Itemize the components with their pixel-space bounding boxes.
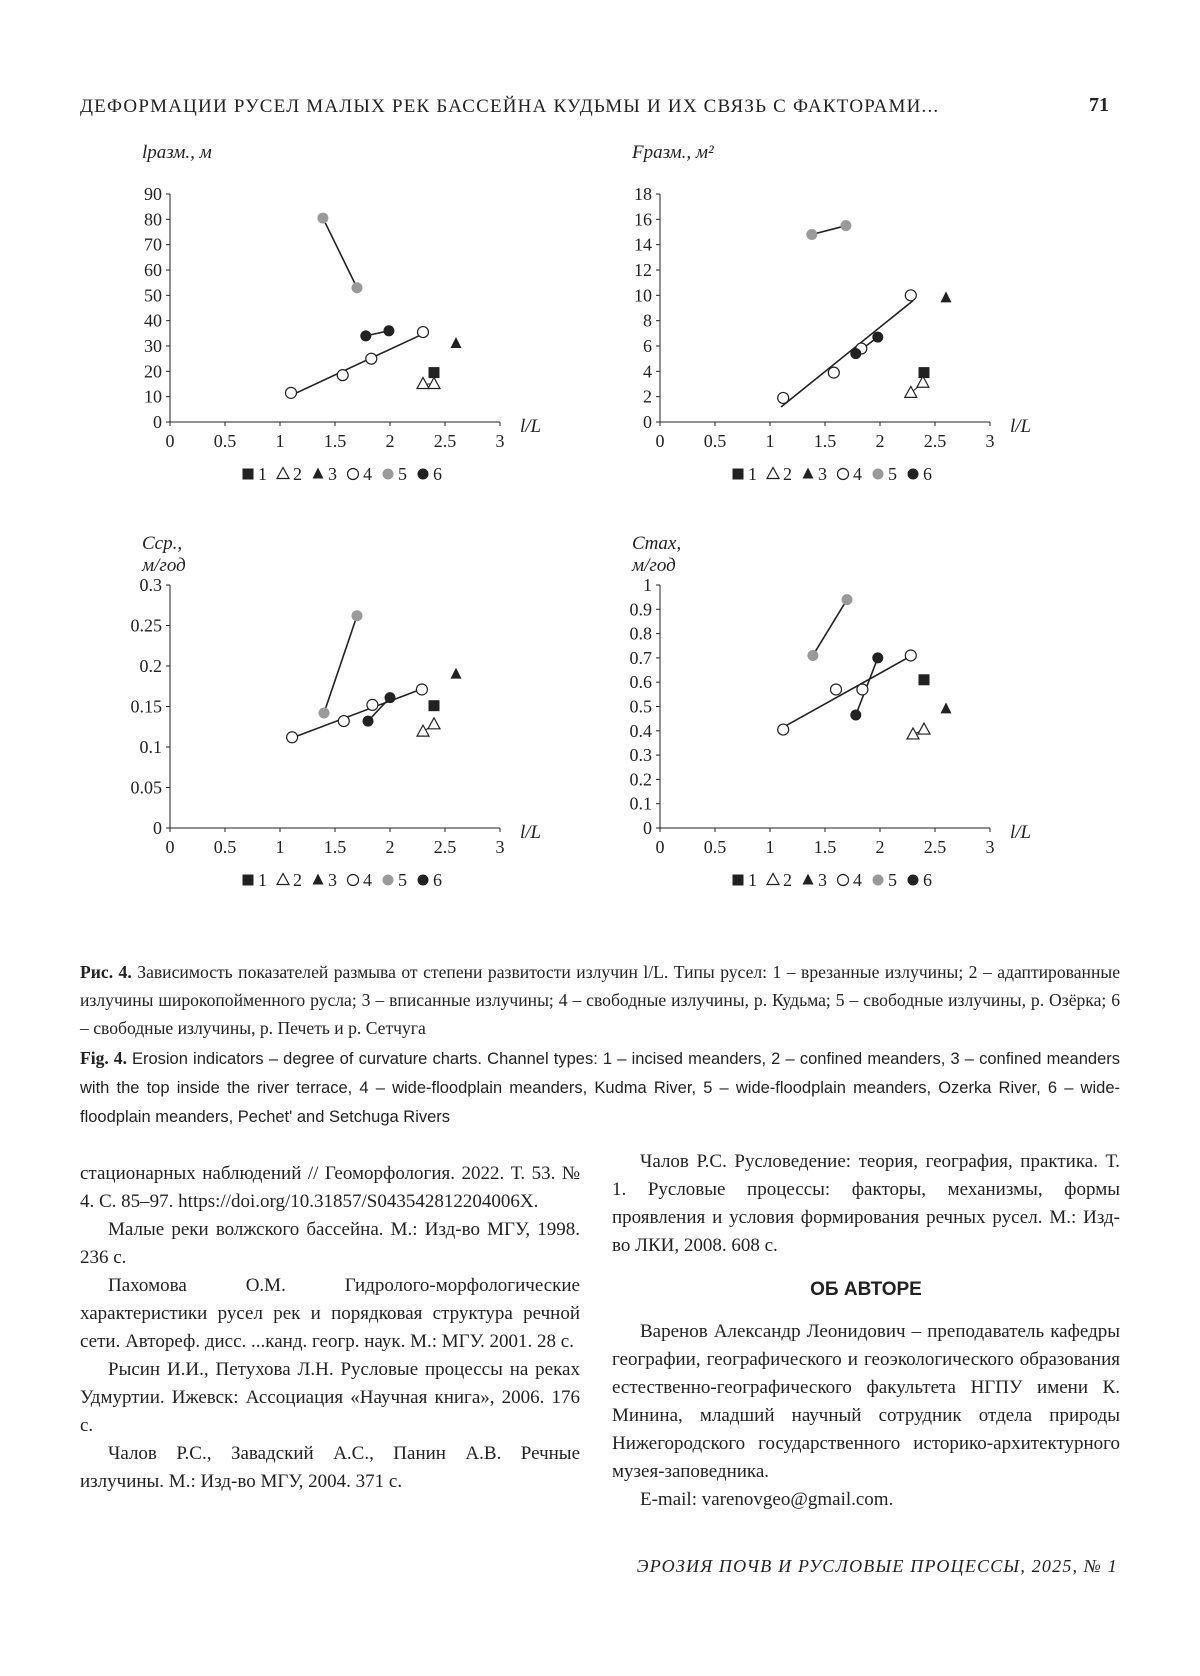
left-column (80, 1160, 580, 1496)
page-number: 71 (1089, 94, 1109, 116)
legend-label: 2 (293, 464, 302, 484)
x-tick-label: 1 (275, 837, 285, 857)
trend-line-series-5 (324, 616, 357, 713)
legend-marker-1 (733, 875, 744, 886)
legend-label: 6 (433, 464, 442, 484)
data-point-series-4 (857, 684, 868, 695)
legend-label: 6 (923, 464, 932, 484)
y-tick-label: 14 (634, 234, 652, 255)
legend-label: 2 (293, 870, 302, 890)
x-tick-label: 0 (655, 837, 665, 857)
y-tick-label: 0.1 (139, 737, 162, 757)
legend-marker-2 (277, 874, 289, 885)
legend-marker-5 (383, 469, 394, 480)
y-tick-label: 0.4 (629, 720, 652, 741)
y-tick-label: 6 (643, 336, 652, 356)
y-axis-title (632, 533, 681, 554)
y-tick-label: 70 (144, 234, 162, 255)
data-point-series-6 (872, 652, 883, 663)
y-tick-label: 0.2 (139, 656, 162, 676)
legend-marker-4 (348, 469, 359, 480)
legend-label: 3 (328, 870, 337, 890)
data-point-series-4 (337, 370, 348, 381)
legend-marker-4 (838, 469, 849, 480)
reference-text: Чалов Р.С. Русловедение: теория, география, практика. Т. 1. Русловые процессы: факторы, механизмы, формы проявления и условия формирования речных русел. М.: Изд-во ЛКИ, 2008. 608 с. (612, 1151, 1120, 1256)
legend-label: 1 (258, 870, 267, 890)
data-point-series-5 (842, 594, 853, 605)
y-tick-label: 0.8 (629, 623, 652, 644)
y-tick-label: 0.15 (130, 696, 162, 717)
y-tick-label: 80 (144, 209, 162, 230)
caption-en-label: Fig. 4. (80, 1048, 127, 1068)
legend-marker-2 (277, 468, 289, 479)
y-tick-label: 0.5 (629, 696, 652, 717)
data-point-series-4 (831, 684, 842, 695)
y-tick-label: 4 (643, 361, 652, 382)
x-tick-label: 0.5 (703, 431, 727, 451)
data-point-series-6 (363, 716, 374, 727)
author-email: E-mail: varenovgeo@gmail.com. (640, 1489, 894, 1510)
trend-line-series-4 (289, 333, 425, 397)
x-tick-label: 0 (165, 431, 175, 451)
y-tick-label: 90 (144, 184, 162, 204)
x-tick-label: 0.5 (213, 431, 237, 451)
data-point-series-5 (352, 610, 363, 621)
reference-text: Рысин И.И., Петухова Л.Н. Русловые процессы на реках Удмуртии. Ижевск: Ассоциация «Научная книга», 2006. 176 с. (80, 1359, 580, 1436)
legend-marker-1 (733, 469, 744, 480)
caption-ru-text: Зависимость показателей размыва от степени развитости излучин l/L. Типы русел: 1 – врезанные излучины; 2 – адаптированные излучины широкопойменного русла; 3 – вписанные излучины; 4 – свободные излучины, р. Кудьма; 5 – свободные излучины, р. Озёрка; 6 – свободные излучины, р. Печеть и р. Сетчуга (80, 962, 1121, 1038)
legend-marker-6 (418, 469, 429, 480)
legend-label: 5 (888, 464, 897, 484)
x-tick-label: 1 (765, 431, 775, 451)
y-tick-label: 20 (144, 361, 162, 382)
data-point-series-4 (905, 290, 916, 301)
legend-label: 5 (398, 870, 407, 890)
data-point-series-1 (919, 674, 930, 685)
legend-label: 4 (363, 870, 372, 890)
chart-f-razm (620, 142, 1060, 512)
trend-line-series-5 (323, 218, 357, 288)
legend-label: 2 (783, 870, 792, 890)
legend-marker-1 (243, 469, 254, 480)
y-axis-title (142, 533, 182, 554)
legend-marker-5 (873, 875, 884, 886)
x-tick-label: 2.5 (433, 837, 457, 857)
x-tick-label: 1.5 (323, 837, 347, 857)
chart-c-max (620, 533, 1060, 918)
y-tick-label: 0.9 (629, 599, 652, 620)
legend-marker-5 (383, 875, 394, 886)
data-point-series-4 (778, 724, 789, 735)
y-tick-label: 0.25 (130, 615, 162, 636)
legend-label: 6 (433, 870, 442, 890)
x-tick-label: 0 (165, 837, 175, 857)
reference-text: стационарных наблюдений // Геоморфология. 2022. Т. 53. № 4. С. 85–97. https://doi.org/10.31857/S043542812204006X. (80, 1163, 580, 1212)
legend-label: 5 (888, 870, 897, 890)
data-point-series-3 (451, 337, 462, 348)
chart-c-avg (130, 533, 570, 918)
y-tick-label: 2 (643, 386, 652, 407)
legend-marker-3 (803, 468, 814, 479)
legend-marker-3 (313, 874, 324, 885)
right-column (612, 1148, 1120, 1514)
x-tick-label: 1 (765, 837, 775, 857)
legend-marker-1 (243, 875, 254, 886)
chart-l-razm (130, 142, 570, 512)
about-author-text: Варенов Александр Леонидович – преподаватель кафедры географии, географического и геоэкологического образования естественно-географического факультета НГПУ имени К. Минина, младший научный сотрудник отдела природы Нижегородского государственного историко-архитектурного музея-заповедника. (612, 1321, 1120, 1482)
reference-text: Чалов Р.С., Завадский А.С., Панин А.В. Речные излучины. М.: Изд-во МГУ, 2004. 371 с. (80, 1443, 580, 1492)
legend-marker-4 (348, 875, 359, 886)
x-tick-label: 2 (385, 837, 395, 857)
y-axis-unit: м/год (632, 555, 676, 576)
trend-line-series-4 (781, 301, 913, 407)
data-point-series-2 (918, 723, 930, 734)
journal-footer: ЭРОЗИЯ ПОЧВ И РУСЛОВЫЕ ПРОЦЕССЫ, 2025, № 1 (636, 1556, 1118, 1576)
data-point-series-2 (428, 718, 440, 729)
data-point-series-4 (828, 367, 839, 378)
y-tick-label: 8 (643, 310, 652, 331)
data-point-series-4 (416, 684, 427, 695)
x-tick-label: 2.5 (923, 837, 947, 857)
data-point-series-5 (806, 229, 817, 240)
y-axis-title-part: Cср., (142, 533, 183, 554)
legend-label: 4 (853, 870, 862, 890)
x-tick-label: 2.5 (433, 431, 457, 451)
data-point-series-6 (383, 325, 394, 336)
x-tick-label: 0.5 (703, 837, 727, 857)
x-tick-label: 2.5 (923, 431, 947, 451)
data-point-series-4 (287, 732, 298, 743)
legend-marker-4 (838, 875, 849, 886)
legend-marker-2 (767, 874, 779, 885)
y-axis-title: Fразм., м² (632, 142, 714, 163)
caption-ru-label: Рис. 4. (80, 962, 132, 982)
x-tick-label: 3 (985, 431, 995, 451)
legend-label: 4 (363, 464, 372, 484)
figure-caption-ru (80, 958, 1120, 1042)
x-axis-title: l/L (520, 416, 542, 437)
data-point-series-2 (907, 728, 919, 739)
y-tick-label: 0.1 (629, 793, 652, 814)
x-tick-label: 3 (495, 837, 505, 857)
figure-caption-en (80, 1044, 1120, 1131)
x-tick-label: 1.5 (813, 837, 837, 857)
legend-label: 5 (398, 464, 407, 484)
data-point-series-5 (317, 213, 328, 224)
y-tick-label: 1 (643, 575, 652, 595)
trend-line-series-4 (781, 655, 913, 729)
data-point-series-6 (850, 710, 861, 721)
x-tick-label: 2 (875, 431, 885, 451)
data-point-series-3 (941, 702, 952, 713)
y-tick-label: 40 (144, 310, 162, 331)
x-tick-label: 3 (985, 837, 995, 857)
y-axis-title-part: Cmax, (632, 533, 682, 554)
data-point-series-2 (428, 378, 440, 389)
data-point-series-4 (338, 716, 349, 727)
data-point-series-6 (872, 332, 883, 343)
data-point-series-4 (367, 699, 378, 710)
reference-text: Малые реки волжского бассейна. М.: Изд-во МГУ, 1998. 236 с. (80, 1219, 580, 1268)
data-point-series-4 (366, 353, 377, 364)
data-point-series-1 (919, 367, 930, 378)
legend-label: 4 (853, 464, 862, 484)
legend-label: 6 (923, 870, 932, 890)
data-point-series-5 (840, 220, 851, 231)
y-tick-label: 16 (634, 209, 652, 230)
about-author-heading: ОБ АВТОРЕ (810, 1279, 922, 1300)
y-tick-label: 0.6 (629, 672, 652, 693)
y-tick-label: 50 (144, 285, 162, 306)
x-tick-label: 3 (495, 431, 505, 451)
legend-marker-3 (803, 874, 814, 885)
data-point-series-3 (941, 291, 952, 302)
data-point-series-2 (905, 386, 917, 397)
y-tick-label: 30 (144, 336, 162, 356)
legend-label: 1 (258, 464, 267, 484)
y-tick-label: 18 (634, 184, 652, 204)
data-point-series-5 (807, 650, 818, 661)
x-tick-label: 1.5 (813, 431, 837, 451)
data-point-series-6 (360, 330, 371, 341)
data-point-series-4 (418, 327, 429, 338)
legend-marker-6 (418, 875, 429, 886)
data-point-series-1 (429, 700, 440, 711)
y-tick-label: 0 (643, 412, 652, 432)
legend-label: 3 (328, 464, 337, 484)
running-title: ДЕФОРМАЦИИ РУСЕЛ МАЛЫХ РЕК БАССЕЙНА КУДЬМЫ И ИХ СВЯЗЬ С ФАКТОРАМИ... (80, 96, 940, 117)
y-tick-label: 0 (153, 818, 162, 838)
legend-marker-2 (767, 468, 779, 479)
data-point-series-6 (385, 692, 396, 703)
x-axis-title: l/L (520, 822, 542, 843)
y-tick-label: 0 (643, 818, 652, 838)
y-tick-label: 0.2 (629, 769, 652, 790)
data-point-series-4 (286, 387, 297, 398)
data-point-series-3 (451, 668, 462, 679)
x-tick-label: 1 (275, 431, 285, 451)
x-tick-label: 2 (875, 837, 885, 857)
data-point-series-5 (319, 707, 330, 718)
x-axis-title: l/L (1010, 822, 1032, 843)
caption-en-text: Erosion indicators – degree of curvature charts. Channel types: 1 – incised meanders, 2 – confined meanders, 3 – confined meanders with the top inside the river terrace, 4 – wide-floodplain meanders, Kudma River, 5 – wide-floodplain meanders, Ozerka River, 6 – wide-floodplain meanders, Pechet' and Setchuga Rivers (80, 1050, 1121, 1126)
x-axis-title: l/L (1010, 416, 1032, 437)
y-axis-title: lразм., м (142, 142, 212, 163)
data-point-series-2 (417, 725, 429, 736)
y-tick-label: 0.7 (629, 647, 652, 668)
legend-marker-6 (908, 875, 919, 886)
legend-label: 1 (748, 870, 757, 890)
legend-label: 2 (783, 464, 792, 484)
data-point-series-6 (850, 348, 861, 359)
y-tick-label: 10 (144, 386, 162, 407)
legend-label: 3 (818, 870, 827, 890)
x-tick-label: 0 (655, 431, 665, 451)
data-point-series-2 (417, 378, 429, 389)
y-axis-unit: м/год (142, 555, 186, 576)
x-tick-label: 1.5 (323, 431, 347, 451)
legend-label: 3 (818, 464, 827, 484)
trend-line-series-5 (813, 600, 847, 656)
reference-text: Пахомова О.М. Гидролого-морфологические характеристики русел рек и порядковая структура речной сети. Автореф. дисс. ...канд. геогр. наук. М.: МГУ. 2001. 28 с. (80, 1275, 580, 1352)
y-tick-label: 12 (634, 260, 652, 280)
data-point-series-4 (905, 650, 916, 661)
y-tick-label: 0 (153, 412, 162, 432)
legend-marker-5 (873, 469, 884, 480)
trend-line-series-4 (290, 688, 424, 739)
x-tick-label: 2 (385, 431, 395, 451)
y-tick-label: 0.05 (130, 777, 162, 798)
data-point-series-4 (778, 392, 789, 403)
legend-label: 1 (748, 464, 757, 484)
legend-marker-6 (908, 469, 919, 480)
data-point-series-5 (352, 282, 363, 293)
y-tick-label: 10 (634, 285, 652, 306)
y-tick-label: 0.3 (629, 745, 652, 766)
y-tick-label: 60 (144, 260, 162, 280)
legend-marker-3 (313, 468, 324, 479)
x-tick-label: 0.5 (213, 837, 237, 857)
y-tick-label: 0.3 (139, 575, 162, 595)
